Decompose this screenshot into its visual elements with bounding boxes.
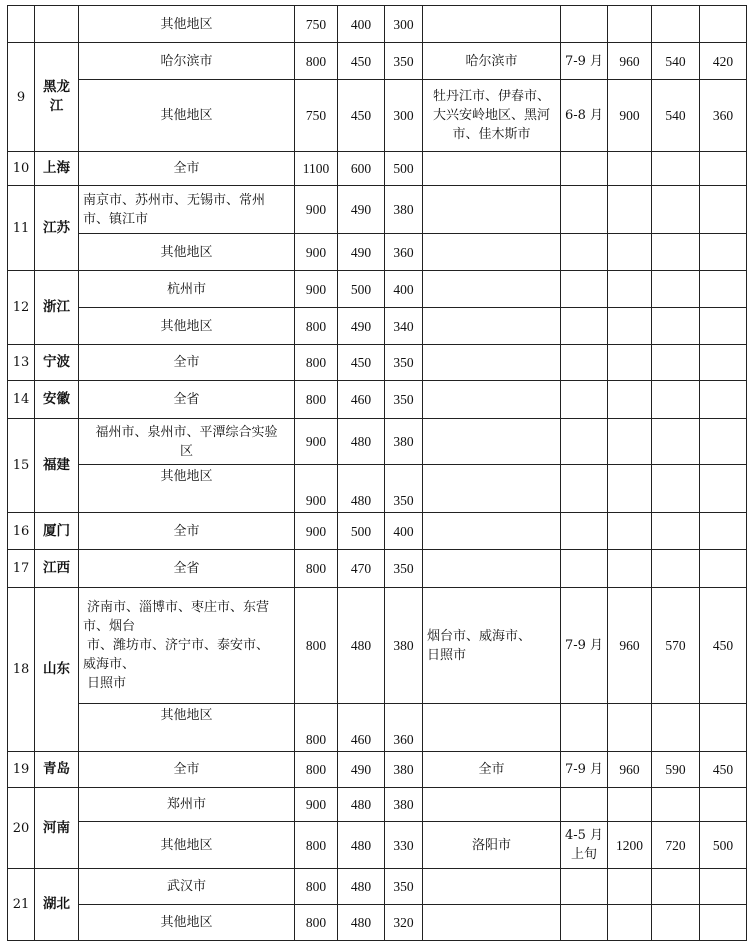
- province-cell: [35, 6, 79, 43]
- table-row: [8, 588, 747, 704]
- standard-value-2: 400: [338, 6, 385, 43]
- table-row: [8, 513, 747, 550]
- standard-value-2: 460: [338, 704, 385, 752]
- peak-value-2: [652, 345, 700, 381]
- peak-value-2: [652, 905, 700, 941]
- standard-value-2: 490: [338, 308, 385, 345]
- standard-value-1: 900: [295, 513, 338, 550]
- peak-value-1: [608, 152, 652, 186]
- province-cell: 江西: [35, 550, 79, 588]
- standard-value-3: 350: [385, 550, 423, 588]
- standard-value-1: 800: [295, 752, 338, 788]
- standard-value-3: 350: [385, 869, 423, 905]
- area-line: 市、烟台: [83, 619, 136, 634]
- peak-period-cell: 7-9 月: [561, 752, 608, 788]
- peak-area-cell: [423, 550, 561, 588]
- standard-value-2: 480: [338, 822, 385, 869]
- peak-area-line: 牡丹江市、伊春市、: [432, 89, 550, 104]
- standard-value-2: 480: [338, 869, 385, 905]
- peak-area-cell: [423, 513, 561, 550]
- table-row: [8, 80, 747, 152]
- area-cell: 其他地区: [79, 905, 295, 941]
- peak-value-2: [652, 381, 700, 419]
- area-cell: 全省: [79, 550, 295, 588]
- area-cell: 全市: [79, 752, 295, 788]
- province-cell: 黑龙江: [35, 43, 79, 152]
- peak-value-2: [652, 550, 700, 588]
- standard-value-2: 450: [338, 80, 385, 152]
- peak-value-2: [652, 465, 700, 513]
- standard-value-3: 380: [385, 186, 423, 234]
- province-cell: 浙江: [35, 271, 79, 345]
- standard-value-3: 500: [385, 152, 423, 186]
- peak-area-cell: 哈尔滨市: [423, 43, 561, 80]
- area-cell: 其他地区: [79, 80, 295, 152]
- standard-value-2: 450: [338, 43, 385, 80]
- table-row: [8, 419, 747, 465]
- peak-period-cell: [561, 271, 608, 308]
- accommodation-standard-table: [7, 5, 747, 941]
- peak-value-3: [700, 234, 747, 271]
- area-line: 日照市: [87, 676, 127, 691]
- standard-value-1: 800: [295, 345, 338, 381]
- peak-area-line: 市、佳木斯市: [452, 127, 531, 142]
- area-line: 福州市、泉州市、平潭综合实验: [95, 424, 278, 440]
- peak-area-cell: [423, 869, 561, 905]
- peak-value-3: [700, 271, 747, 308]
- peak-period-cell: [561, 465, 608, 513]
- peak-value-3: [700, 152, 747, 186]
- area-cell: 全市: [79, 152, 295, 186]
- row-number: 16: [8, 513, 35, 550]
- peak-period-cell: [561, 513, 608, 550]
- peak-value-2: [652, 234, 700, 271]
- peak-value-3: [700, 465, 747, 513]
- province-cell: 江苏: [35, 186, 79, 271]
- peak-period-cell: [561, 6, 608, 43]
- standard-value-1: 800: [295, 905, 338, 941]
- peak-value-3: 360: [700, 80, 747, 152]
- table-row: [8, 271, 747, 308]
- row-number: 12: [8, 271, 35, 345]
- peak-value-3: 420: [700, 43, 747, 80]
- standard-value-3: 350: [385, 345, 423, 381]
- standard-value-3: 330: [385, 822, 423, 869]
- peak-period-cell: [561, 419, 608, 465]
- peak-value-3: [700, 704, 747, 752]
- standard-value-2: 480: [338, 788, 385, 822]
- peak-value-2: [652, 152, 700, 186]
- peak-value-3: 450: [700, 588, 747, 704]
- standard-value-3: 380: [385, 419, 423, 465]
- province-cell: 宁波: [35, 345, 79, 381]
- peak-value-3: [700, 6, 747, 43]
- peak-period-cell: [561, 704, 608, 752]
- peak-period-cell: 7-9 月: [561, 588, 608, 704]
- peak-area-cell: [423, 234, 561, 271]
- standard-value-2: 480: [338, 588, 385, 704]
- peak-area-cell: [423, 419, 561, 465]
- peak-value-3: 450: [700, 752, 747, 788]
- peak-value-1: 960: [608, 43, 652, 80]
- peak-area-cell: [423, 152, 561, 186]
- province-cell: 安徽: [35, 381, 79, 419]
- peak-area-cell: [423, 271, 561, 308]
- peak-value-1: [608, 234, 652, 271]
- row-number: 14: [8, 381, 35, 419]
- row-number: 18: [8, 588, 35, 752]
- area-cell: 其他地区: [79, 704, 295, 752]
- peak-period-cell: [561, 381, 608, 419]
- peak-value-1: [608, 271, 652, 308]
- table-row: [8, 465, 747, 513]
- standard-value-2: 480: [338, 465, 385, 513]
- peak-value-2: 540: [652, 80, 700, 152]
- peak-value-3: [700, 905, 747, 941]
- standard-value-3: 380: [385, 788, 423, 822]
- area-cell: 杭州市: [79, 271, 295, 308]
- standard-value-1: 900: [295, 271, 338, 308]
- standard-value-3: 300: [385, 6, 423, 43]
- area-cell: 武汉市: [79, 869, 295, 905]
- table-row: [8, 152, 747, 186]
- standard-value-3: 340: [385, 308, 423, 345]
- peak-area-cell: [423, 704, 561, 752]
- peak-area-cell: [423, 6, 561, 43]
- area-cell: 其他地区: [79, 308, 295, 345]
- peak-value-2: 590: [652, 752, 700, 788]
- peak-value-1: [608, 6, 652, 43]
- peak-area-cell: 全市: [423, 752, 561, 788]
- peak-value-1: 960: [608, 752, 652, 788]
- peak-area-line: 烟台市、威海市、: [427, 628, 532, 644]
- standard-value-3: 350: [385, 43, 423, 80]
- peak-value-2: 720: [652, 822, 700, 869]
- table-row: [8, 234, 747, 271]
- peak-area-line: 日照市: [427, 647, 467, 663]
- standard-value-2: 490: [338, 234, 385, 271]
- standard-value-3: 360: [385, 704, 423, 752]
- area-cell: 全省: [79, 381, 295, 419]
- peak-value-2: [652, 788, 700, 822]
- peak-value-3: [700, 381, 747, 419]
- peak-value-1: [608, 788, 652, 822]
- peak-value-2: [652, 6, 700, 43]
- peak-value-3: [700, 186, 747, 234]
- peak-period-cell: [561, 905, 608, 941]
- peak-area-cell: [423, 345, 561, 381]
- standard-value-1: 900: [295, 465, 338, 513]
- province-cell: 湖北: [35, 869, 79, 941]
- row-number: 10: [8, 152, 35, 186]
- peak-value-2: [652, 186, 700, 234]
- peak-value-3: [700, 869, 747, 905]
- peak-value-1: [608, 345, 652, 381]
- table-row: [8, 186, 747, 234]
- area-cell: 全市: [79, 513, 295, 550]
- standard-value-1: 900: [295, 186, 338, 234]
- province-cell: 山东: [35, 588, 79, 752]
- peak-period-line: 上旬: [570, 847, 597, 862]
- table-row: [8, 550, 747, 588]
- area-cell: [79, 186, 295, 234]
- province-cell: 厦门: [35, 513, 79, 550]
- area-cell: [79, 588, 295, 704]
- standard-value-1: 1100: [295, 152, 338, 186]
- area-line: 市、镇江市: [83, 211, 149, 227]
- peak-value-1: [608, 308, 652, 345]
- area-cell: 郑州市: [79, 788, 295, 822]
- peak-value-1: [608, 513, 652, 550]
- area-line: 市、潍坊市、济宁市、泰安市、: [87, 638, 270, 653]
- peak-value-1: [608, 704, 652, 752]
- standard-value-1: 750: [295, 80, 338, 152]
- standard-value-2: 500: [338, 271, 385, 308]
- standard-value-2: 490: [338, 752, 385, 788]
- peak-value-2: [652, 704, 700, 752]
- standard-value-2: 480: [338, 419, 385, 465]
- area-cell: 全市: [79, 345, 295, 381]
- peak-value-3: [700, 345, 747, 381]
- area-line: 济南市、淄博市、枣庄市、东营: [87, 600, 270, 615]
- standard-value-3: 300: [385, 80, 423, 152]
- standard-value-1: 800: [295, 822, 338, 869]
- province-cell: 福建: [35, 419, 79, 513]
- area-cell: 哈尔滨市: [79, 43, 295, 80]
- table-row: [8, 345, 747, 381]
- peak-value-2: [652, 308, 700, 345]
- peak-value-3: 500: [700, 822, 747, 869]
- peak-value-1: [608, 381, 652, 419]
- table-row: [8, 43, 747, 80]
- standard-value-1: 900: [295, 234, 338, 271]
- peak-period-cell: [561, 869, 608, 905]
- province-cell: 上海: [35, 152, 79, 186]
- standard-value-1: 800: [295, 381, 338, 419]
- area-line: 南京市、苏州市、无锡市、常州: [83, 192, 266, 208]
- peak-value-1: 960: [608, 588, 652, 704]
- table-row: [8, 822, 747, 869]
- standard-value-2: 490: [338, 186, 385, 234]
- peak-value-1: 900: [608, 80, 652, 152]
- peak-area-cell: [423, 381, 561, 419]
- standard-value-2: 450: [338, 345, 385, 381]
- area-line: 区: [179, 443, 193, 459]
- standard-value-3: 380: [385, 588, 423, 704]
- standard-value-1: 800: [295, 704, 338, 752]
- province-cell: 河南: [35, 788, 79, 869]
- standard-value-1: 800: [295, 43, 338, 80]
- peak-value-2: 540: [652, 43, 700, 80]
- table-row: [8, 704, 747, 752]
- row-number: 20: [8, 788, 35, 869]
- standard-value-1: 900: [295, 788, 338, 822]
- peak-value-2: [652, 869, 700, 905]
- row-number: [8, 6, 35, 43]
- table-row: [8, 308, 747, 345]
- area-cell: 其他地区: [79, 234, 295, 271]
- peak-period-cell: 7-9 月: [561, 43, 608, 80]
- peak-period-cell: 6-8 月: [561, 80, 608, 152]
- standard-value-1: 800: [295, 588, 338, 704]
- standard-value-1: 900: [295, 419, 338, 465]
- peak-value-1: [608, 186, 652, 234]
- area-cell: [79, 419, 295, 465]
- peak-value-2: [652, 513, 700, 550]
- row-number: 15: [8, 419, 35, 513]
- peak-period-cell: [561, 152, 608, 186]
- peak-area-cell: 洛阳市: [423, 822, 561, 869]
- table-row: [8, 381, 747, 419]
- peak-value-1: [608, 419, 652, 465]
- standard-value-1: 750: [295, 6, 338, 43]
- peak-value-2: [652, 419, 700, 465]
- peak-value-3: [700, 513, 747, 550]
- table-row: [8, 905, 747, 941]
- table-row: [8, 6, 747, 43]
- standard-value-3: 320: [385, 905, 423, 941]
- area-cell: 其他地区: [79, 6, 295, 43]
- peak-period-cell: [561, 788, 608, 822]
- peak-value-1: 1200: [608, 822, 652, 869]
- table-row: [8, 752, 747, 788]
- row-number: 19: [8, 752, 35, 788]
- peak-period-cell: [561, 186, 608, 234]
- peak-area-line: 大兴安岭地区、黑河: [432, 108, 550, 123]
- standard-value-3: 400: [385, 513, 423, 550]
- row-number: 17: [8, 550, 35, 588]
- peak-area-cell: [423, 465, 561, 513]
- area-line: 威海市、: [83, 657, 136, 672]
- table-row: [8, 788, 747, 822]
- peak-value-1: [608, 869, 652, 905]
- row-number: 11: [8, 186, 35, 271]
- peak-value-3: [700, 308, 747, 345]
- peak-value-1: [608, 905, 652, 941]
- peak-area-cell: [423, 588, 561, 704]
- peak-value-2: 570: [652, 588, 700, 704]
- peak-period-cell: [561, 550, 608, 588]
- peak-value-1: [608, 465, 652, 513]
- peak-value-3: [700, 550, 747, 588]
- standard-value-2: 480: [338, 905, 385, 941]
- standard-value-3: 380: [385, 752, 423, 788]
- standard-value-2: 600: [338, 152, 385, 186]
- peak-value-1: [608, 550, 652, 588]
- peak-area-cell: [423, 80, 561, 152]
- peak-area-cell: [423, 788, 561, 822]
- area-cell: 其他地区: [79, 465, 295, 513]
- standard-value-2: 500: [338, 513, 385, 550]
- province-cell: 青岛: [35, 752, 79, 788]
- peak-period-cell: [561, 345, 608, 381]
- standard-value-3: 400: [385, 271, 423, 308]
- peak-period-cell: [561, 308, 608, 345]
- area-cell: 其他地区: [79, 822, 295, 869]
- peak-area-cell: [423, 905, 561, 941]
- table-row: [8, 869, 747, 905]
- standard-value-3: 350: [385, 381, 423, 419]
- peak-period-cell: [561, 234, 608, 271]
- standard-value-2: 470: [338, 550, 385, 588]
- standard-value-1: 800: [295, 550, 338, 588]
- row-number: 9: [8, 43, 35, 152]
- standard-value-3: 360: [385, 234, 423, 271]
- peak-area-cell: [423, 308, 561, 345]
- standard-value-1: 800: [295, 869, 338, 905]
- peak-period-cell: [561, 822, 608, 869]
- peak-period-line: 4-5 月: [564, 828, 604, 843]
- peak-area-cell: [423, 186, 561, 234]
- row-number: 21: [8, 869, 35, 941]
- standard-value-3: 350: [385, 465, 423, 513]
- standard-value-2: 460: [338, 381, 385, 419]
- row-number: 13: [8, 345, 35, 381]
- peak-value-3: [700, 788, 747, 822]
- peak-value-2: [652, 271, 700, 308]
- peak-value-3: [700, 419, 747, 465]
- standard-value-1: 800: [295, 308, 338, 345]
